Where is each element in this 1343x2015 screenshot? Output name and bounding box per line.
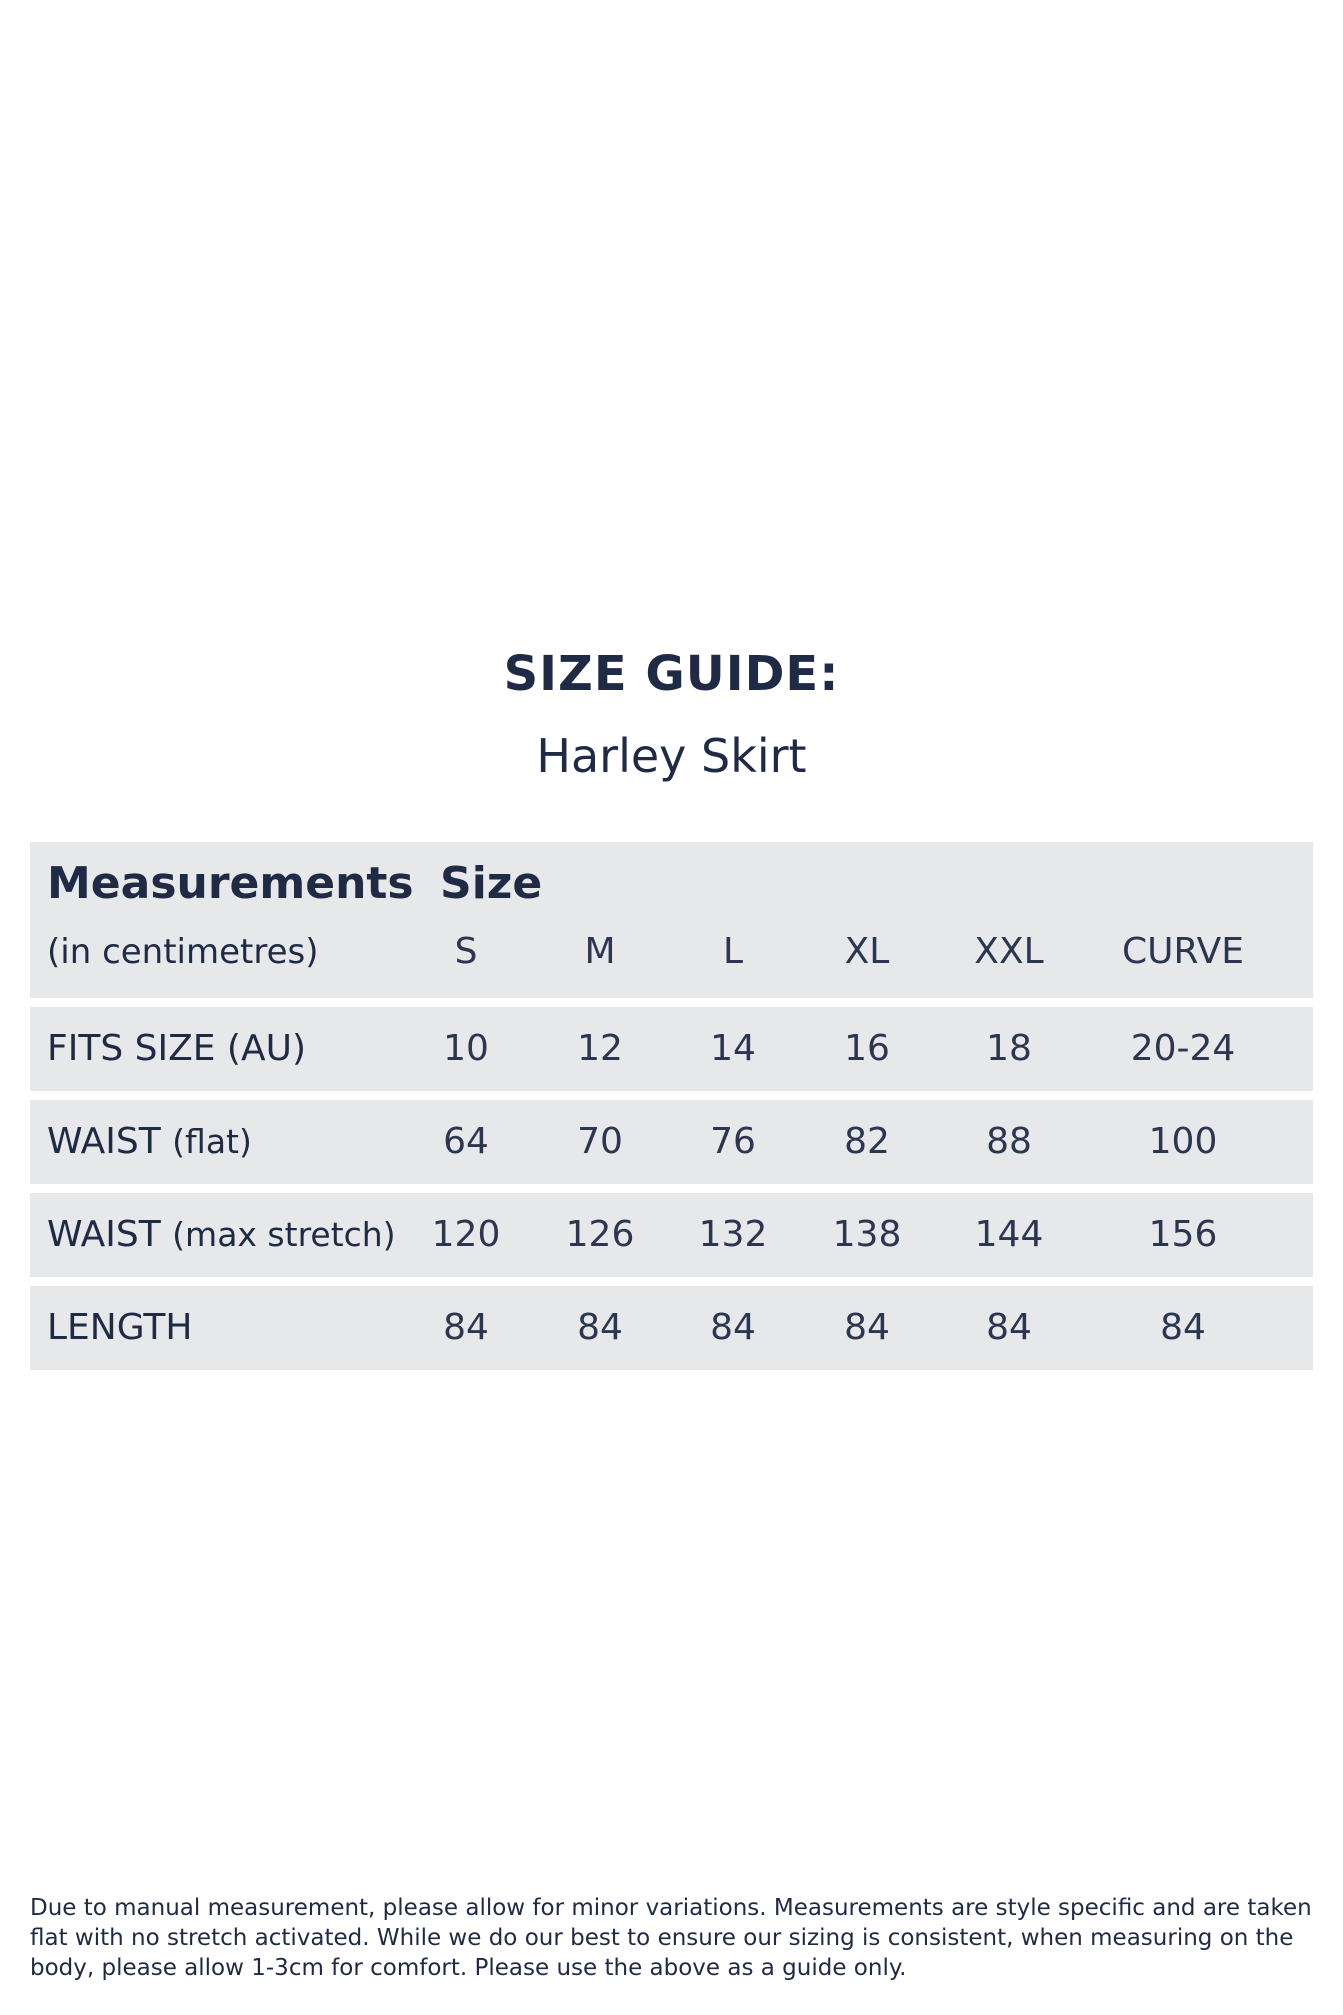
table-cell: 126 — [565, 1214, 635, 1255]
table-cell: 16 — [844, 1028, 890, 1069]
size-table — [30, 842, 1313, 1379]
table-cell: 82 — [844, 1121, 890, 1162]
measurements-heading: Measurements — [47, 858, 414, 909]
row-label-extra: (max stretch) — [172, 1215, 396, 1254]
units-label: (in centimetres) — [47, 932, 319, 972]
table-cell: 20-24 — [1130, 1028, 1236, 1069]
table-cell: 18 — [986, 1028, 1032, 1069]
row-label-main: FITS SIZE (AU) — [47, 1028, 306, 1069]
size-guide-title: SIZE GUIDE: — [503, 646, 840, 702]
size-col-l: L — [722, 931, 744, 972]
table-cell: 144 — [974, 1214, 1044, 1255]
table-cell: 84 — [443, 1307, 489, 1348]
table-cell: 156 — [1148, 1214, 1218, 1255]
table-cell: 84 — [577, 1307, 623, 1348]
table-row — [30, 1007, 1313, 1091]
table-cell: 70 — [577, 1121, 623, 1162]
size-col-curve: CURVE — [1122, 931, 1244, 972]
row-label — [47, 1027, 306, 1071]
table-cell: 120 — [431, 1214, 501, 1255]
table-cell: 10 — [443, 1028, 489, 1069]
row-label-extra: (flat) — [172, 1122, 252, 1161]
table-cell: 12 — [577, 1028, 623, 1069]
row-label-main: WAIST — [47, 1214, 161, 1255]
table-cell: 84 — [986, 1307, 1032, 1348]
table-cell: 84 — [844, 1307, 890, 1348]
row-label-main: WAIST — [47, 1121, 161, 1162]
row-label — [47, 1120, 252, 1164]
size-col-xl: XL — [844, 931, 890, 972]
product-name: Harley Skirt — [536, 729, 807, 783]
size-col-s: S — [454, 931, 478, 972]
disclaimer-footnote: Due to manual measurement, please allow for minor variations. Measurements are style specific and are taken flat with no stretch activated. While we do our best to ensure our sizing is consistent, when measuring on the body, please allow 1-3cm for comfort. Please use the above as a guide only. — [30, 1895, 1312, 1981]
table-row — [30, 1100, 1313, 1184]
table-header-row — [30, 842, 1313, 998]
table-row — [30, 1286, 1313, 1370]
row-label-main: LENGTH — [47, 1307, 193, 1348]
table-cell: 64 — [443, 1121, 489, 1162]
table-cell: 14 — [710, 1028, 756, 1069]
size-heading: Size — [440, 858, 543, 909]
table-cell: 100 — [1148, 1121, 1218, 1162]
size-col-xxl: XXL — [974, 931, 1044, 972]
table-cell: 76 — [710, 1121, 756, 1162]
table-cell: 84 — [1160, 1307, 1206, 1348]
size-col-m: M — [584, 931, 616, 972]
table-cell: 132 — [698, 1214, 768, 1255]
table-cell: 88 — [986, 1121, 1032, 1162]
table-cell: 138 — [832, 1214, 902, 1255]
table-row — [30, 1193, 1313, 1277]
table-cell: 84 — [710, 1307, 756, 1348]
row-label — [47, 1306, 192, 1350]
row-label — [47, 1213, 396, 1257]
